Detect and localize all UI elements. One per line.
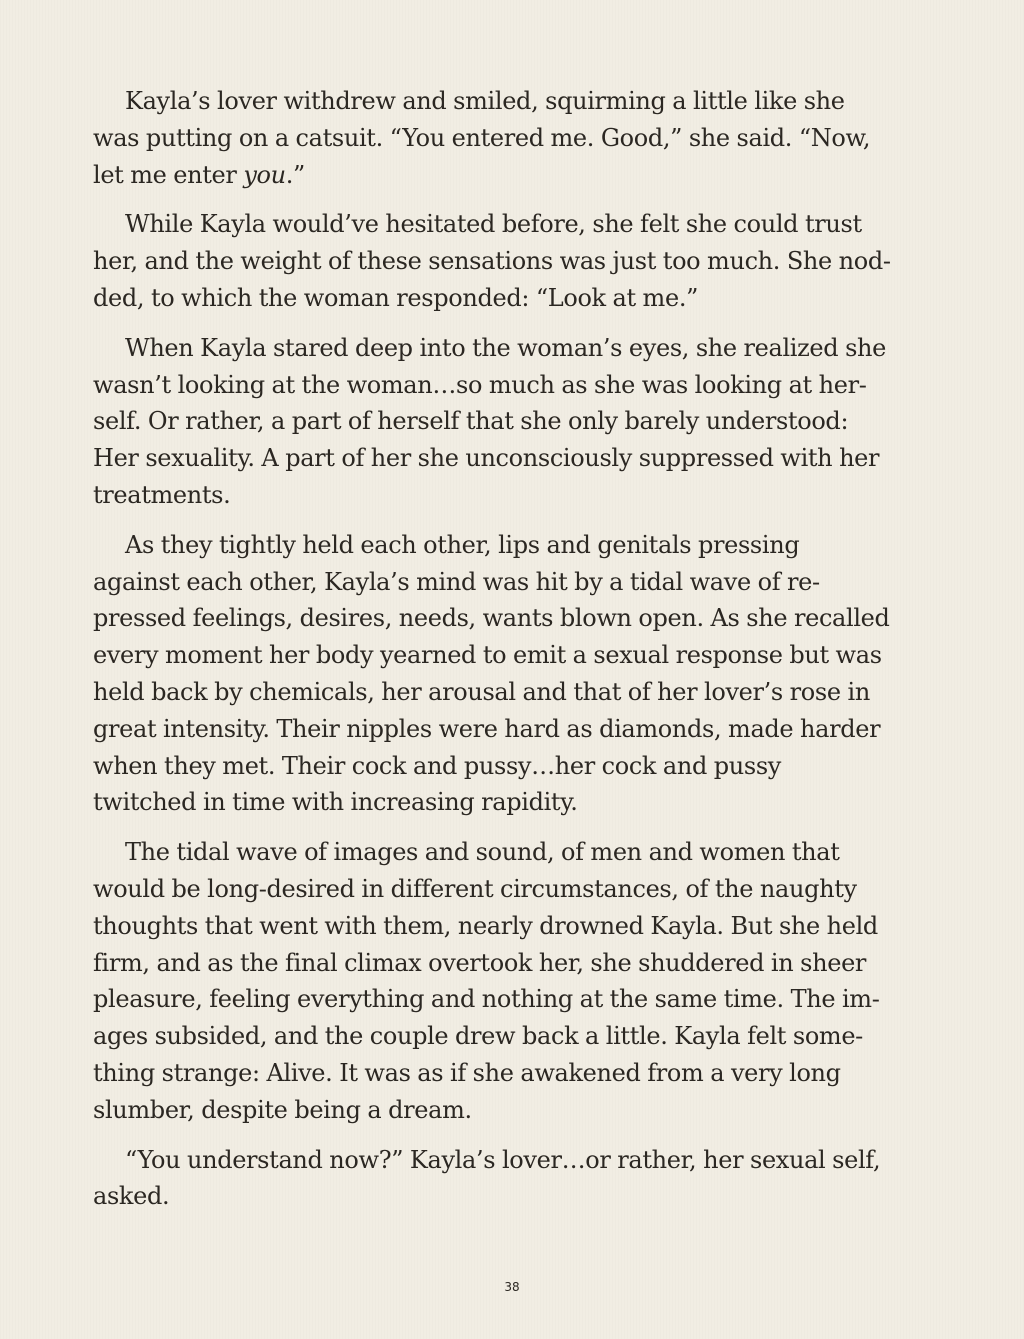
text-line: thoughts that went with them, nearly drowned Kayla. But she held: [93, 911, 878, 940]
text-line: When Kayla stared deep into the woman’s eyes, she realized she: [125, 333, 886, 362]
text-line: when they met. Their cock and pussy…her cock and pussy: [93, 751, 781, 780]
paragraph-3: [93, 330, 943, 514]
text-line: self. Or rather, a part of herself that she only barely understood:: [93, 407, 849, 436]
text-line: firm, and as the final climax overtook her, she shuddered in sheer: [93, 948, 867, 977]
text-line: was putting on a catsuit. “You entered me. Good,” she said. “Now,: [93, 123, 871, 152]
text-line: held back by chemicals, her arousal and that of her lover’s rose in: [93, 677, 870, 706]
text-line: treatments.: [93, 480, 231, 509]
text-line: would be long-desired in different circumstances, of the naughty: [93, 874, 857, 903]
text-line: “You understand now?” Kayla’s lover…or rather, her sexual self,: [125, 1145, 881, 1174]
text-line: ages subsided, and the couple drew back a little. Kayla felt some-: [93, 1022, 863, 1051]
paragraph-1: [93, 83, 943, 193]
text-line: As they tightly held each other, lips and genitals pressing: [125, 530, 800, 559]
emphasized-word: you: [243, 160, 286, 189]
page-number: 38: [504, 1280, 520, 1294]
paragraph-5: [93, 834, 943, 1128]
text-line: twitched in time with increasing rapidity.: [93, 788, 578, 817]
text-line: pleasure, feeling everything and nothing at the same time. The im-: [93, 985, 880, 1014]
text-line: The tidal wave of images and sound, of men and women that: [125, 838, 840, 867]
text-line: Her sexuality. A part of her she unconsciously suppressed with her: [93, 444, 880, 473]
text-line: asked.: [93, 1182, 170, 1211]
text-line: every moment her body yearned to emit a sexual response but was: [93, 641, 882, 670]
text-line: [93, 157, 943, 194]
text-line: ded, to which the woman responded: “Look at me.”: [93, 283, 699, 312]
page-body: [93, 83, 943, 1228]
text-line: pressed feelings, desires, needs, wants blown open. As she recalled: [93, 604, 890, 633]
paragraph-4: [93, 527, 943, 821]
text-fragment: let me enter: [93, 160, 244, 189]
text-line: Kayla’s lover withdrew and smiled, squirming a little like she: [125, 87, 845, 115]
text-line: While Kayla would’ve hesitated before, she felt she could trust: [125, 210, 862, 239]
paragraph-6: [93, 1142, 943, 1216]
paragraph-2: [93, 206, 943, 316]
text-line: thing strange: Alive. It was as if she awakened from a very long: [93, 1058, 841, 1087]
text-line: wasn’t looking at the woman…so much as she was looking at her-: [93, 370, 867, 399]
text-line: great intensity. Their nipples were hard as diamonds, made harder: [93, 714, 881, 743]
text-line: against each other, Kayla’s mind was hit by a tidal wave of re-: [93, 567, 820, 596]
text-line: her, and the weight of these sensations was just too much. She nod-: [93, 247, 891, 276]
text-line: slumber, despite being a dream.: [93, 1095, 472, 1124]
text-fragment: .”: [285, 160, 305, 189]
